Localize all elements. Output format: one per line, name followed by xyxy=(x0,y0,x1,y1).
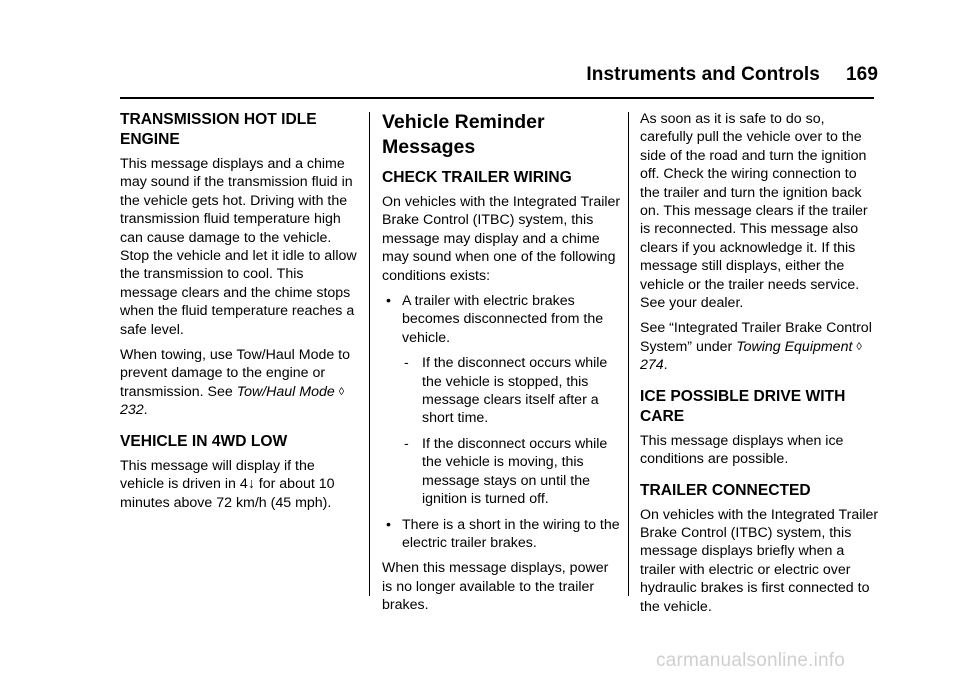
page-ref-icon: ◊ xyxy=(338,385,345,398)
transmission-hot-text: This message displays and a chime may sound if the transmission fluid in the vehicle gets hot. Driving with the transmission fluid temperature high can cause damage to the vehicle. Stop the vehicle and let it idle to allow the transmission to cool. This message clears and the chime stops when the fluid temperature reaches a safe level. xyxy=(120,156,357,338)
column-1 xyxy=(120,110,360,519)
towing-text: When towing, use Tow/Haul Mode to prevent damage to the engine or transmission. See Tow/Haul Mode ◊ 232. xyxy=(120,347,351,419)
column-3 xyxy=(640,110,880,623)
dash-icon: - xyxy=(404,355,409,372)
trailer-wiring-intro: On vehicles with the Integrated Trailer Brake Control (ITBC) system, this message may display and a chime may sound when one of the following conditions exists: xyxy=(382,194,621,284)
heading-vehicle-in-4wd-low: VEHICLE IN 4WD LOW xyxy=(120,432,288,450)
heading-vehicle-reminder-messages: Vehicle Reminder Messages xyxy=(382,111,545,158)
trailer-connected-text: On vehicles with the Integrated Trailer Brake Control (ITBC) system, this message displays briefly when a trailer with electric or electric over hydraulic brakes is first connected to the vehicle. xyxy=(640,506,879,615)
column-divider-1 xyxy=(369,112,370,596)
sub-list-item: - If the disconnect occurs while the vehicle is moving, this message stays on until the ignition is turned off. xyxy=(404,435,608,508)
link-towing-equipment[interactable]: Towing Equipment xyxy=(736,338,853,355)
watermark: carmanualsonline.info xyxy=(656,650,846,671)
safe-stop-text: As soon as it is safe to do so, carefully pull the vehicle over to the side of the road and turn the ignition off. Check the wiring connection to the trailer and turn the ignition back on. This message clears if the trailer is reconnected. This message also clears if you acknowledge it. If this message still displays, either the vehicle or the trailer needs service. See your dealer. xyxy=(640,111,868,312)
bullet-icon: • xyxy=(386,516,391,533)
page-ref-icon: ◊ xyxy=(856,340,862,353)
page-ref-274[interactable]: 274 xyxy=(640,357,664,374)
power-text: When this message displays, power is no longer available to the trailer brakes. xyxy=(382,560,609,614)
heading-check-trailer-wiring: CHECK TRAILER WIRING xyxy=(382,169,572,186)
bullet-icon: • xyxy=(386,293,391,310)
link-tow-haul-mode[interactable]: Tow/Haul Mode xyxy=(236,383,335,400)
heading-ice-possible: ICE POSSIBLE DRIVE WITH CARE xyxy=(640,387,846,425)
list-item: • A trailer with electric brakes becomes disconnected from the vehicle. xyxy=(386,293,604,346)
4wd-low-icon: ↓ xyxy=(247,476,255,493)
4wd-low-text: This message will display if the vehicle is driven in 4↓ for about 10 minutes above 72 km/h (45 mph). xyxy=(120,457,335,511)
page-number: 169 xyxy=(845,64,878,85)
header-rule xyxy=(120,97,874,99)
see-towing-text: See “Integrated Trailer Brake Control System” under Towing Equipment ◊ 274. xyxy=(640,320,872,374)
page-header xyxy=(586,64,878,86)
ice-text: This message displays when ice conditions are possible. xyxy=(640,432,844,468)
page-ref-232[interactable]: 232 xyxy=(120,402,144,419)
list-item: • There is a short in the wiring to the electric trailer brakes. xyxy=(386,516,620,551)
dash-icon: - xyxy=(404,435,409,452)
section-title: Instruments and Controls xyxy=(586,64,820,85)
heading-trailer-connected: TRAILER CONNECTED xyxy=(640,481,811,499)
heading-transmission-hot-idle: TRANSMISSION HOT IDLE ENGINE xyxy=(120,111,317,148)
column-2 xyxy=(382,110,622,622)
column-divider-2 xyxy=(628,112,629,596)
sub-list-item: - If the disconnect occurs while the vehicle is stopped, this message clears itself after a short time. xyxy=(404,355,608,427)
